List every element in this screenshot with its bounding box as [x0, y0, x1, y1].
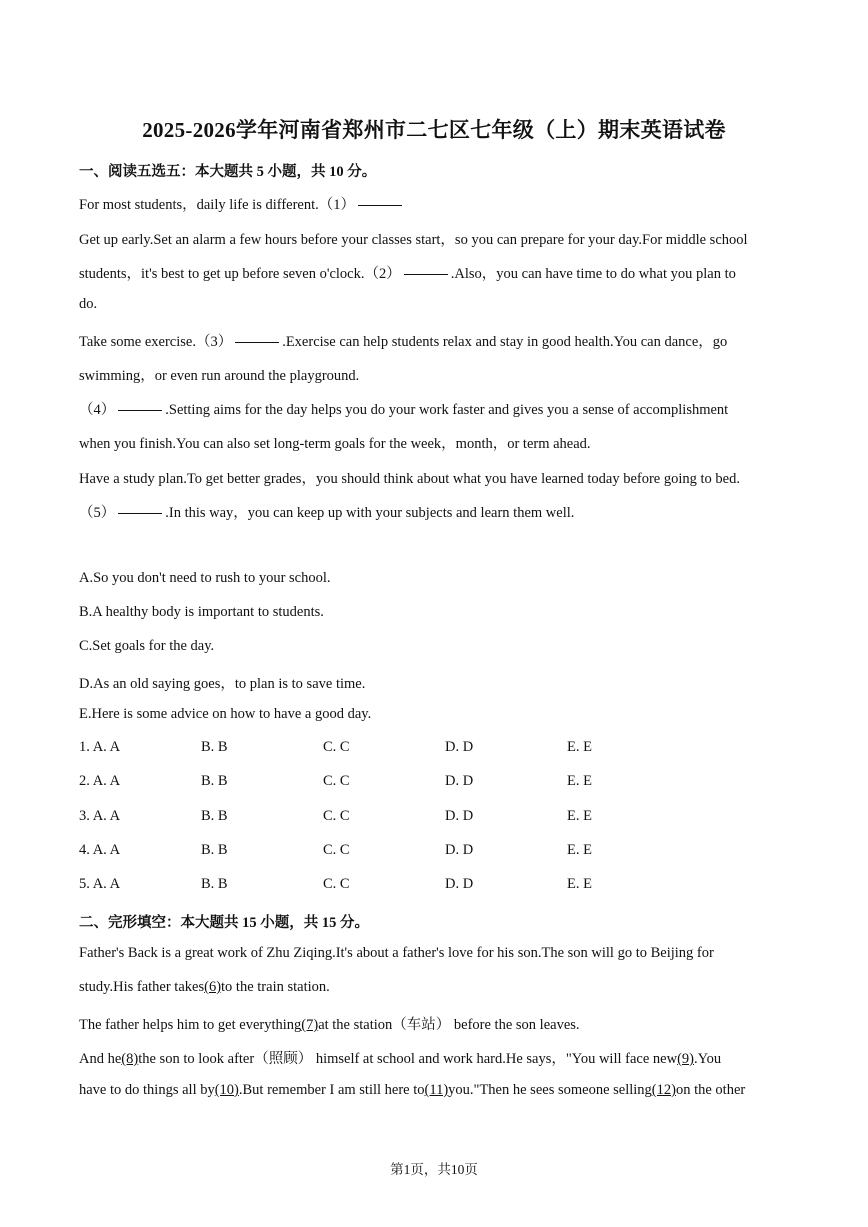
passage-line: do. [79, 296, 98, 312]
answer-option[interactable]: D. D [445, 876, 474, 892]
passage-line: swimming，or even run around the playground. [79, 368, 360, 384]
answer-option[interactable]: B. B [201, 876, 228, 892]
answer-option[interactable]: D. D [445, 808, 474, 824]
passage-line: The father helps him to get everything(7)at the station（车站） before the son leaves. [79, 1017, 580, 1033]
answer-option[interactable]: C. C [323, 842, 350, 858]
blank-number: (12) [651, 1082, 676, 1098]
passage-line: students，it's best to get up before seven o'clock.（2） .Also，you can have time to do what you plan to [79, 266, 736, 282]
page-title: 2025-2026学年河南省郑州市二七区七年级（上）期末英语试卷 [142, 118, 726, 142]
blank-number: (9) [677, 1051, 694, 1067]
answer-option[interactable]: D. D [445, 842, 474, 858]
choice-item: B.A healthy body is important to students. [79, 604, 324, 620]
passage-line: study.His father takes(6)to the train station. [79, 979, 330, 995]
passage-line: Take some exercise.（3） .Exercise can help students relax and stay in good health.You can dance，go [79, 334, 728, 350]
blank-3 [235, 341, 279, 343]
answer-option[interactable]: B. B [201, 739, 228, 755]
answer-option[interactable]: C. C [323, 876, 350, 892]
blank-number: (8) [121, 1051, 139, 1067]
answer-option[interactable]: B. B [201, 773, 228, 789]
choice-item: C.Set goals for the day. [79, 638, 215, 654]
passage-line: when you finish.You can also set long-term goals for the week，month，or term ahead. [79, 436, 591, 452]
blank-number: (7) [301, 1017, 319, 1033]
answer-option[interactable]: 3. A. A [79, 808, 121, 824]
answer-option[interactable]: E. E [567, 739, 592, 755]
passage-line: （4） .Setting aims for the day helps you do your work faster and gives you a sense of accomplishment [79, 402, 729, 418]
choice-item: A.So you don't need to rush to your school. [79, 570, 331, 586]
blank-1 [358, 204, 402, 206]
answer-option[interactable]: B. B [201, 808, 228, 824]
blank-2 [404, 273, 448, 275]
passage-line: Father's Back is a great work of Zhu Ziqing.It's about a father's love for his son.The son will go to Beijing for [79, 945, 714, 961]
section1-heading: 一、阅读五选五：本大题共 5 小题，共 10 分。 [79, 164, 377, 180]
answer-option[interactable]: D. D [445, 773, 474, 789]
answer-option[interactable]: 2. A. A [79, 773, 121, 789]
passage-line: have to do things all by(10).But remember I am still here to(11)you."Then he sees someone selling(12)on the other [79, 1082, 746, 1098]
passage-line: And he(8)the son to look after（照顾） himself at school and work hard.He says，"You will face new(9).You [79, 1051, 722, 1067]
answer-option[interactable]: C. C [323, 739, 350, 755]
answer-option[interactable]: 1. A. A [79, 739, 121, 755]
blank-number: (6) [204, 979, 222, 995]
blank-number: (10) [214, 1082, 239, 1098]
blank-4 [118, 409, 162, 411]
passage-line: Get up early.Set an alarm a few hours before your classes start，so you can prepare for your day.For middle school [79, 232, 748, 248]
answer-option[interactable]: E. E [567, 842, 592, 858]
blank-5 [118, 512, 162, 514]
choice-item: E.Here is some advice on how to have a good day. [79, 706, 372, 722]
page-footer: 第1页，共10页 [390, 1162, 478, 1177]
passage-line: Have a study plan.To get better grades，you should think about what you have learned today before going to bed. [79, 471, 740, 487]
choice-item: D.As an old saying goes，to plan is to save time. [79, 676, 366, 692]
answer-option[interactable]: D. D [445, 739, 474, 755]
answer-option[interactable]: B. B [201, 842, 228, 858]
answer-option[interactable]: C. C [323, 808, 350, 824]
blank-number: (11) [424, 1082, 449, 1098]
answer-option[interactable]: E. E [567, 773, 592, 789]
answer-option[interactable]: E. E [567, 876, 592, 892]
answer-option[interactable]: E. E [567, 808, 592, 824]
answer-option[interactable]: 4. A. A [79, 842, 121, 858]
answer-option[interactable]: 5. A. A [79, 876, 121, 892]
section2-heading: 二、完形填空：本大题共 15 小题，共 15 分。 [79, 915, 369, 931]
passage-line: For most students，daily life is different.（1） [79, 193, 405, 214]
passage-line: （5） .In this way，you can keep up with your subjects and learn them well. [79, 505, 575, 521]
answer-option[interactable]: C. C [323, 773, 350, 789]
